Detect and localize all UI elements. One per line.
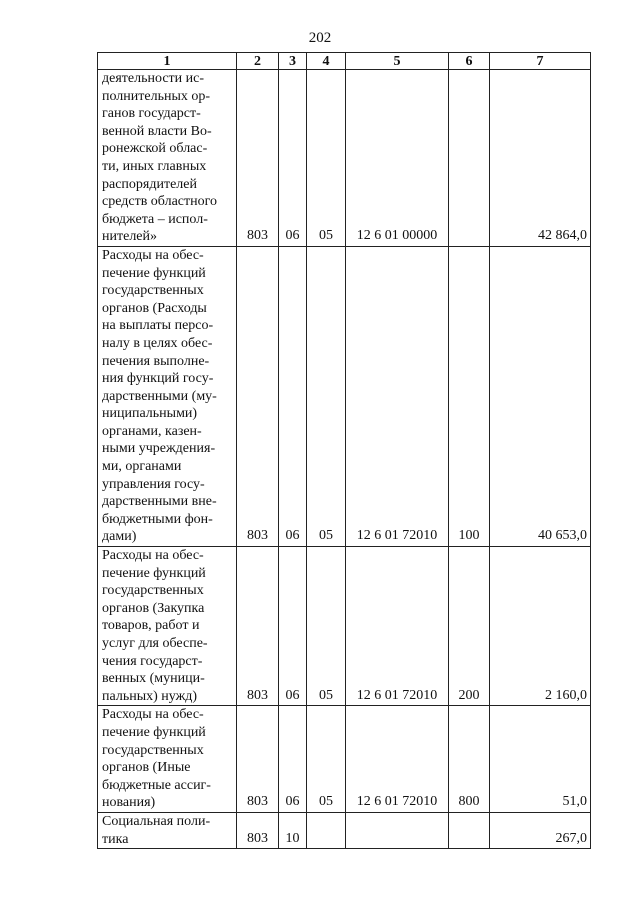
col-header-7: 7	[490, 53, 591, 70]
name-line: нования)	[102, 795, 156, 811]
col-header-3: 3	[279, 53, 307, 70]
name-line: управления госу-	[102, 476, 205, 492]
table-row	[98, 547, 591, 706]
table-body	[98, 70, 591, 849]
col-header-6: 6	[449, 53, 490, 70]
name-line: ния функций госу-	[102, 371, 214, 387]
page-number: 202	[308, 30, 332, 46]
name-line: дарственными вне-	[102, 494, 217, 510]
name-line: Социальная поли-	[102, 813, 211, 829]
name-line: печение функций	[102, 265, 206, 281]
name-line: государственных	[102, 283, 204, 299]
cell-target-article: 12 6 01 72010	[346, 547, 449, 706]
cell-expense-type: 800	[449, 706, 490, 813]
cell-amount: 42 864,0	[490, 70, 591, 247]
name-line: пальных) нужд)	[102, 688, 198, 704]
cell-expense-type	[449, 812, 490, 848]
name-line: венной власти Во-	[102, 123, 212, 139]
cell-expense-name	[98, 246, 237, 546]
cell-target-article	[346, 812, 449, 848]
name-line: бюджетными фон-	[102, 511, 213, 527]
name-line: Расходы на обес-	[102, 707, 204, 723]
name-line: венных (муници-	[102, 671, 205, 687]
name-line: государственных	[102, 742, 204, 758]
cell-subsection	[307, 812, 346, 848]
cell-department-code: 803	[237, 812, 279, 848]
cell-amount: 40 653,0	[490, 246, 591, 546]
cell-section: 06	[279, 706, 307, 813]
cell-subsection: 05	[307, 547, 346, 706]
cell-section: 06	[279, 547, 307, 706]
cell-target-article: 12 6 01 72010	[346, 706, 449, 813]
col-header-1: 1	[98, 53, 237, 70]
name-line: полнительных ор-	[102, 88, 211, 104]
col-header-2: 2	[237, 53, 279, 70]
name-line: тика	[102, 831, 129, 847]
cell-expense-name	[98, 547, 237, 706]
cell-expense-type	[449, 70, 490, 247]
name-line: ми, органами	[102, 459, 182, 475]
name-line: нителей»	[102, 229, 158, 245]
cell-expense-type: 200	[449, 547, 490, 706]
name-line: деятельности ис-	[102, 71, 205, 86]
cell-expense-type: 100	[449, 246, 490, 546]
name-line: ти, иных главных	[102, 158, 207, 174]
cell-section: 06	[279, 246, 307, 546]
cell-department-code: 803	[237, 706, 279, 813]
cell-section: 06	[279, 70, 307, 247]
cell-subsection: 05	[307, 706, 346, 813]
cell-department-code: 803	[237, 70, 279, 247]
name-line: ниципальными)	[102, 406, 198, 422]
table-row	[98, 812, 591, 848]
name-line: средств областного	[102, 194, 218, 210]
cell-amount: 51,0	[490, 706, 591, 813]
cell-expense-name	[98, 706, 237, 813]
name-line: на выплаты персо-	[102, 318, 214, 334]
name-line: печение функций	[102, 565, 206, 581]
cell-subsection: 05	[307, 246, 346, 546]
name-line: ронежской облас-	[102, 141, 208, 157]
name-line: государственных	[102, 583, 204, 599]
name-line: органов (Расходы	[102, 300, 207, 316]
name-line: органами, казен-	[102, 423, 202, 439]
budget-table	[97, 52, 591, 849]
name-line: органов (Закупка	[102, 600, 205, 616]
name-line: дами)	[102, 529, 137, 545]
name-line: распорядителей	[102, 176, 197, 192]
name-line: дарственными (му-	[102, 388, 217, 404]
cell-department-code: 803	[237, 246, 279, 546]
col-header-4: 4	[307, 53, 346, 70]
name-line: чения государст-	[102, 653, 203, 669]
name-line: услуг для обеспе-	[102, 636, 208, 651]
name-line: бюджета – испол-	[102, 211, 208, 227]
name-line: ными учреждения-	[102, 441, 216, 457]
cell-department-code: 803	[237, 547, 279, 706]
name-line: ганов государст-	[102, 106, 201, 122]
cell-amount: 2 160,0	[490, 547, 591, 706]
cell-expense-name	[98, 70, 237, 247]
cell-target-article: 12 6 01 00000	[346, 70, 449, 247]
name-line: товаров, работ и	[102, 618, 200, 634]
name-line: бюджетные ассиг-	[102, 777, 211, 793]
name-line: Расходы на обес-	[102, 247, 204, 263]
col-header-5: 5	[346, 53, 449, 70]
name-line: налу в целях обес-	[102, 335, 213, 351]
table-row	[98, 70, 591, 247]
table-row	[98, 706, 591, 813]
cell-amount: 267,0	[490, 812, 591, 848]
cell-section: 10	[279, 812, 307, 848]
cell-subsection: 05	[307, 70, 346, 247]
cell-target-article: 12 6 01 72010	[346, 246, 449, 546]
name-line: органов (Иные	[102, 760, 191, 776]
table-header-row	[98, 53, 591, 70]
name-line: Расходы на обес-	[102, 548, 204, 564]
name-line: печение функций	[102, 724, 206, 740]
cell-expense-name	[98, 812, 237, 848]
table-row	[98, 246, 591, 546]
name-line: печения выполне-	[102, 353, 210, 369]
